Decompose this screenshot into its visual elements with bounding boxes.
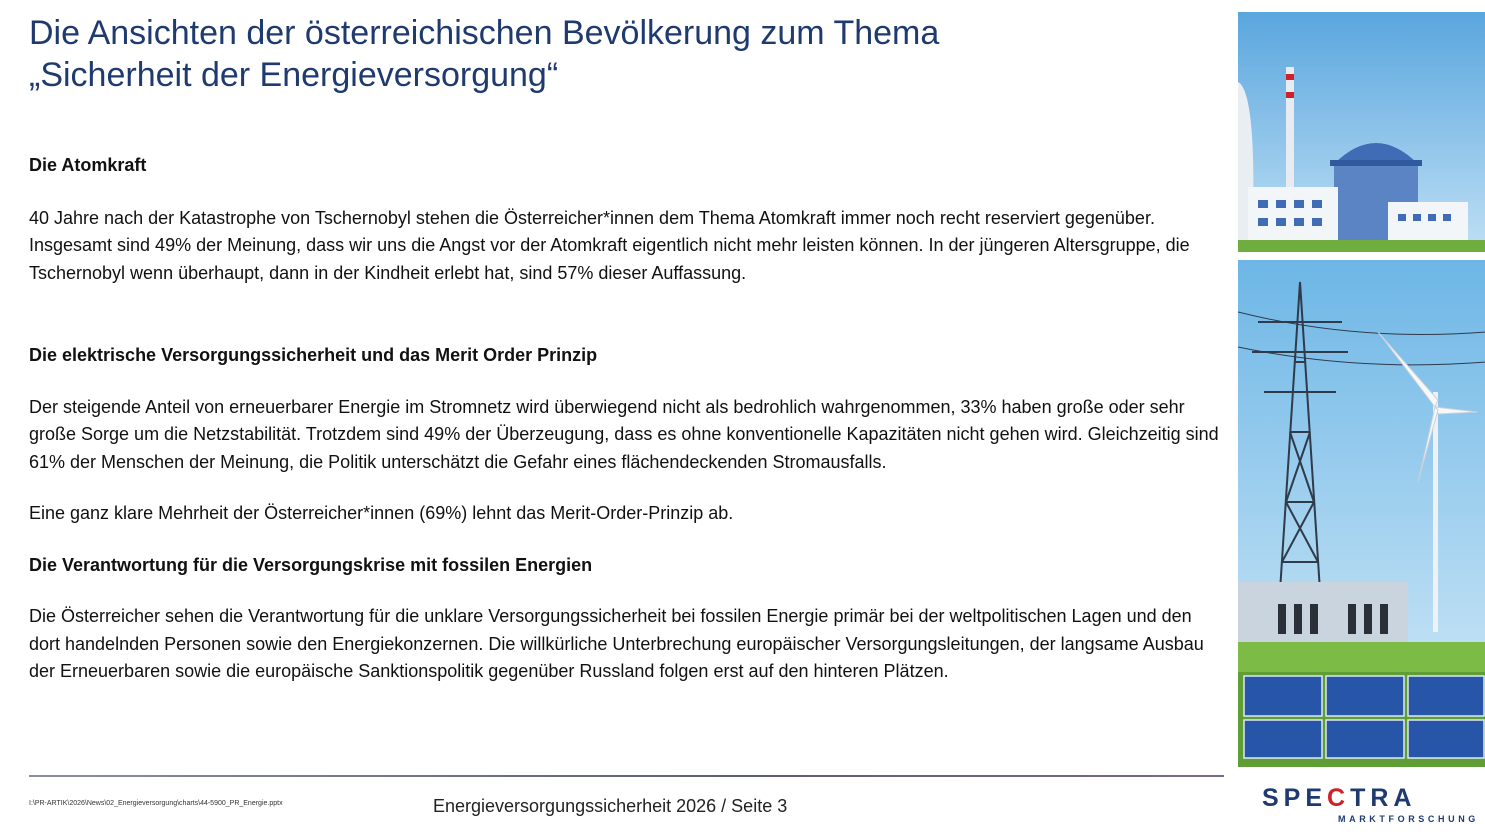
section-heading-fossile-energien: Die Verantwortung für die Versorgungskrise mit fossilen Energien (29, 554, 593, 575)
footer-page-info: Energieversorgungssicherheit 2026 / Seite 3 (433, 796, 788, 816)
paragraph-atomkraft: 40 Jahre nach der Katastrophe von Tschernobyl stehen die Österreicher*innen dem Thema Atomkraft immer noch recht reserviert gegenüber. Insgesamt sind 49% der Meinung, dass wir uns die Angst vor der Atomkraft eigentlich nicht mehr leisten können. In der jüngeren Altersgruppe, die Tschernobyl wenn überhaupt, dann in der Kindheit erlebt hat, sind 57% dieser Auffassung. (29, 207, 1190, 283)
logo-part-2: TRA (1350, 784, 1417, 812)
logo-wordmark (1262, 784, 1462, 812)
paragraph-versorgungssicherheit: Der steigende Anteil von erneuerbarer Energie im Stromnetz wird überwiegend nicht als bedrohlich wahrgenommen, 33% haben große oder sehr große Sorge um die Netzstabilität. Trotzdem sind 49% der Überzeugung, dass es ohne konventionelle Kapazitäten nicht gehen wird. Gleichzeitig sind 61% der Menschen der Meinung, die Politik unterschätzt die Gefahr eines flächendeckenden Stromausfalls. (29, 396, 1219, 472)
energy-infrastructure-illustration (1238, 12, 1485, 767)
logo-accent-letter: C (1327, 784, 1351, 812)
paragraph-merit-order: Eine ganz klare Mehrheit der Österreicher*innen (69%) lehnt das Merit-Order-Prinzip ab. (29, 503, 734, 523)
spectra-logo (1262, 784, 1479, 829)
section-heading-versorgungssicherheit: Die elektrische Versorgungssicherheit und das Merit Order Prinzip (29, 345, 598, 365)
logo-subtitle: MARKTFORSCHUNG (1338, 814, 1479, 824)
footer-filepath: I:\PR-ARTIK\2026\News\02_Energieversorgung\charts\44-5900_PR_Energie.pptx (29, 800, 283, 807)
section-heading-atomkraft: Die Atomkraft (29, 155, 147, 175)
page-title-line-1: Die Ansichten der österreichischen Bevölkerung zum Thema (29, 14, 940, 52)
page-title (29, 12, 1209, 96)
page-title-line-2: „Sicherheit der Energieversorgung“ (29, 56, 559, 94)
logo-part-1: SPE (1262, 784, 1328, 812)
paragraph-fossile-energien: Die Österreicher sehen die Verantwortung für die unklare Versorgungssicherheit bei fossilen Energie primär bei der weltpolitischen Lagen und den dort handelnden Personen sowie den Energiekonzernen. Die willkürliche Unterbrechung europäischer Versorgungsleitungen, der langsame Ausbau der Erneuerbaren sowie die europäische Sanktionspolitik gegenüber Russland folgen erst auf den hinteren Plätzen. (29, 606, 1204, 681)
main-content (29, 152, 1219, 686)
footer-divider (29, 775, 1224, 777)
